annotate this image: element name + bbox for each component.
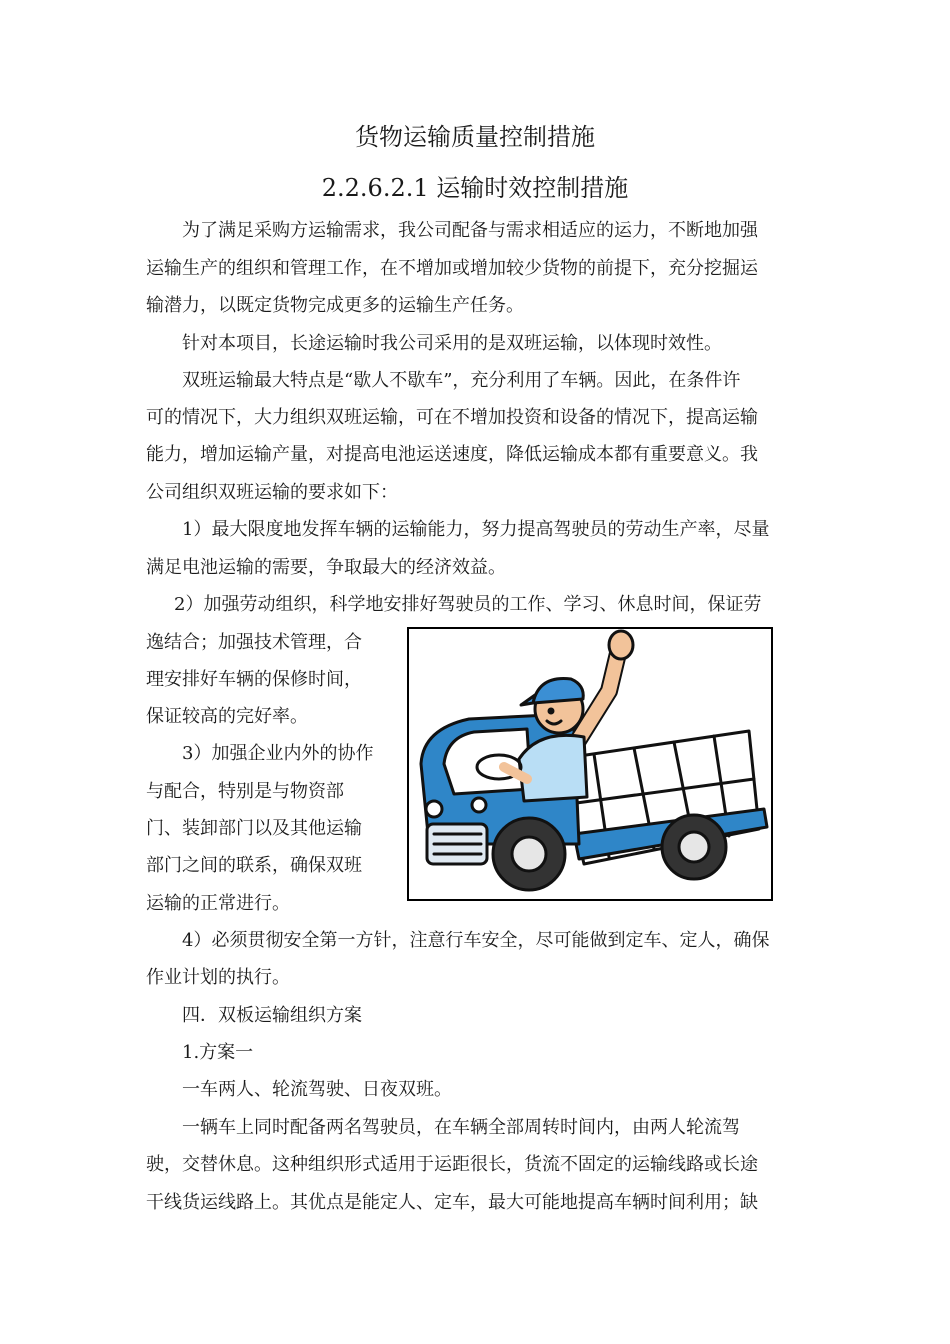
paragraph-line: 运输生产的组织和管理工作，在不增加或增加较少货物的前提下，充分挖掘运 [146,258,758,279]
list-item-line: 1）最大限度地发挥车辆的运输能力，努力提高驾驶员的劳动生产率，尽量 [182,519,770,540]
list-item-line: 逸结合；加强技术管理，合 [146,632,362,653]
paragraph-line: 可的情况下，大力组织双班运输，可在不增加投资和设备的情况下，提高运输 [146,407,758,428]
list-item-line: 3）加强企业内外的协作 [182,743,374,764]
document-title: 货物运输质量控制措施 [355,123,595,151]
list-item-line: 保证较高的完好率。 [146,706,308,727]
list-item-line: 运输的正常进行。 [146,893,290,914]
list-item-line: 部门之间的联系，确保双班 [146,855,362,876]
truck-driver-waving-icon [409,629,771,899]
list-item-line: 满足电池运输的需要，争取最大的经济效益。 [146,557,506,578]
paragraph-line: 一辆车上同时配备两名驾驶员，在车辆全部周转时间内，由两人轮流驾 [182,1117,740,1138]
paragraph-line: 为了满足采购方运输需求，我公司配备与需求相适应的运力，不断地加强 [182,220,758,241]
subheading-line: 1.方案一 [182,1042,254,1063]
paragraph-line: 输潜力，以既定货物完成更多的运输生产任务。 [146,295,524,316]
section-heading: 2.2.6.2.1 运输时效控制措施 [321,174,629,202]
paragraph-line: 驶，交替休息。这种组织形式适用于运距很长，货流不固定的运输线路或长途 [146,1154,758,1175]
list-item-line: 与配合，特别是与物资部 [146,781,344,802]
paragraph-line: 一车两人、轮流驾驶、日夜双班。 [182,1079,452,1100]
paragraph-line: 公司组织双班运输的要求如下： [146,482,398,503]
paragraph-line: 能力，增加运输产量，对提高电池运送速度，降低运输成本都有重要意义。我 [146,444,758,465]
list-item-line: 理安排好车辆的保修时间， [146,669,362,690]
paragraph-line: 针对本项目，长途运输时我公司采用的是双班运输，以体现时效性。 [182,333,722,354]
paragraph-line: 双班运输最大特点是“歇人不歇车”，充分利用了车辆。因此，在条件许 [182,370,741,391]
section-heading-line: 四．双板运输组织方案 [182,1005,362,1026]
list-item-line: 2）加强劳动组织，科学地安排好驾驶员的工作、学习、休息时间，保证劳 [174,594,762,615]
paragraph-line: 干线货运线路上。其优点是能定人、定车，最大可能地提高车辆时间利用；缺 [146,1192,758,1213]
truck-driver-illustration [407,627,773,901]
list-item-line: 4）必须贯彻安全第一方针，注意行车安全，尽可能做到定车、定人，确保 [182,930,770,951]
list-item-line: 作业计划的执行。 [146,967,290,988]
list-item-line: 门、装卸部门以及其他运输 [146,818,362,839]
